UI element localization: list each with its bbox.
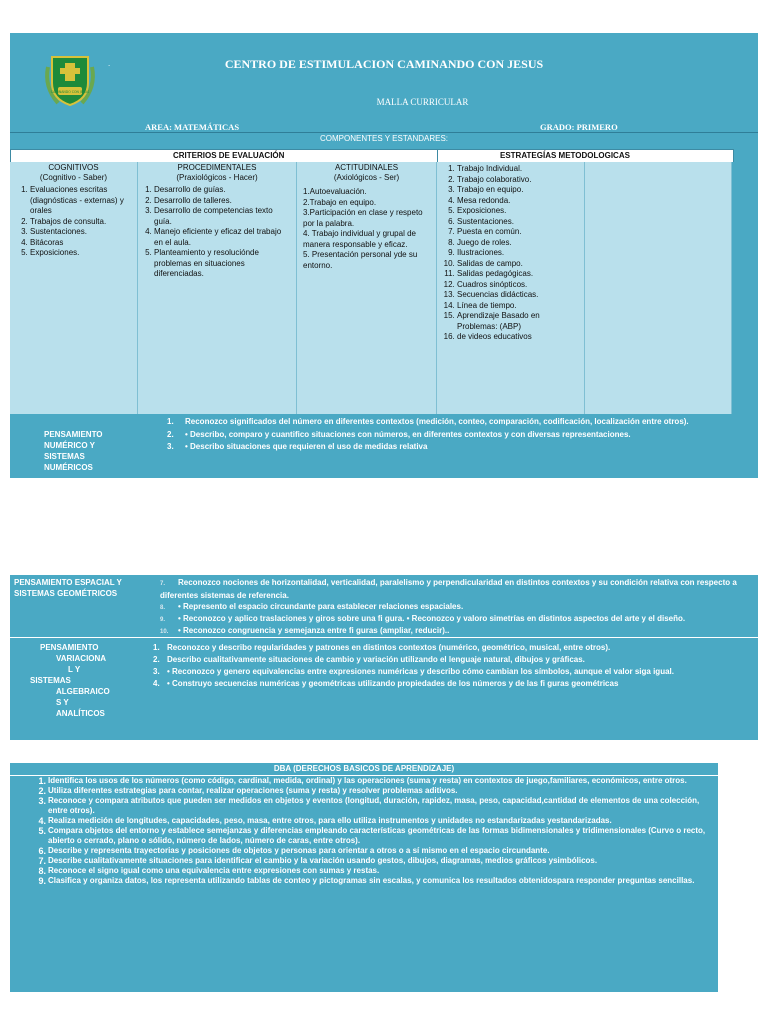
attitudinal-head-title: ACTITUDINALES [334,163,399,172]
dba-text: Describe cualitativamente situaciones para identificar el cambio y la variación usando gestos, dibujos, diagramas, medios gráficos ysimbólicos. [48,856,598,865]
label-line: VARIACIONA [56,654,107,663]
dba-number: 1. [38,776,46,786]
list-item: 3.Participación en clase y respeto por la palabra. [303,208,423,228]
statement-text: Reconozco significados del número en diferentes contextos (medición, conteo, comparación, codificación, localización entre otros). [185,417,689,426]
statement-number: 8. [160,605,166,611]
list-item: 1. Evaluaciones escritas (diagnósticas - externas) y orales [30,185,133,217]
list-item: 5. Planteamiento y resoluciónde problemas en situaciones diferenciadas. [154,248,292,280]
cognitive-column [10,162,138,414]
statement-number: 3. [167,442,174,451]
list-item: 16. de videos educativos [457,332,580,343]
list-item: 4. Trabajo individual y grupal de manera responsable y eficaz. [303,229,416,249]
strategies-empty-column [585,162,732,414]
list-item: 15. Aprendizaje Basado en Problemas: (ABP) [457,311,580,332]
label-line: SISTEMAS [30,676,71,685]
grade-label: GRADO: PRIMERO [540,122,618,132]
spatial-thinking-label: PENSAMIENTO ESPACIAL Y SISTEMAS GEOMÉTRICOS [14,578,122,598]
dba-item [36,786,706,796]
dba-text: Utiliza diferentes estrategias para contar, realizar operaciones (suma y resta) y resolver problemas aditivos. [48,786,458,795]
area-row [10,120,758,133]
list-item: 10. Salidas de campo. [457,259,580,270]
list-item: 9. Ilustraciones. [457,248,580,259]
dba-text: Describe y representa trayectorias y posiciones de objetos y personas para orientar a otros o a sí mismo en el espacio circundante. [48,846,550,855]
dba-item [36,876,706,886]
list-item: 5. Exposiciones. [30,248,133,259]
cognitive-head-title: COGNITIVOS [48,163,99,172]
list-item: 5. Presentación personal yde su entorno. [303,250,418,270]
statement-number: 4. [153,679,160,688]
list-item: 2. Desarrollo de talleres. [154,196,292,207]
dba-number: 6. [38,846,46,856]
numeric-statement [167,416,757,427]
dba-item [36,856,706,866]
area-label: AREA: MATEMÁTICAS [145,122,240,132]
statement-number: 1. [167,417,174,426]
attitudinal-column [297,162,437,414]
numeric-thinking-label: PENSAMIENTO NUMÉRICO Y SISTEMAS NUMÉRICOS [44,430,103,472]
dba-item [36,866,706,876]
list-item: 4. Manejo eficiente y eficaz del trabajo en el aula. [154,227,292,248]
list-item: 12. Cuadros sinópticos. [457,280,580,291]
curriculum-page-2 [10,575,758,740]
right-strip [732,162,758,414]
list-item: 3. Trabajo en equipo. [457,185,580,196]
variational-statement [153,666,753,677]
dba-number: 4. [38,816,46,826]
dba-number: 5. [38,826,46,836]
label-line: PENSAMIENTO [40,643,99,652]
dba-text: Reconoce el signo igual como una equivalencia entre expresiones con sumas y restas. [48,866,380,875]
list-item: 1.Autoevaluación. [303,187,367,196]
strategies-title: ESTRATEGÍAS METODOLOGICAS [500,151,630,160]
statement-number: 1. [153,643,160,652]
list-item: 3. Sustentaciones. [30,227,133,238]
dba-number: 3. [38,796,46,806]
statement-number: 2. [167,430,174,439]
dba-list [36,776,706,886]
numeric-statement [167,429,757,440]
dba-text: Clasifica y organiza datos, los representa utilizando tablas de conteo y pictogramas sin escalas, y comunica los resultados obtenidospara responder preguntas sencillas. [48,876,695,885]
criteria-divider [437,150,438,162]
list-item: 7. Puesta en común. [457,227,580,238]
list-item: 4. Mesa redonda. [457,196,580,207]
list-item: 4. Bitácoras [30,238,133,249]
dba-text: Reconoce y compara atributos que pueden ser medidos en objetos y eventos (longitud, duración, rapidez, masa, peso, capacidad,cantidad de elementos de una colección, entre otros). [48,796,700,815]
list-item: 2.Trabajo en equipo. [303,197,377,207]
statement-text: • Construyo secuencias numéricas y geométricas utilizando propiedades de los números y de las fi guras geométricas [167,679,619,688]
cognitive-head [10,163,137,183]
label-line: ANALÍTICOS [56,709,105,718]
criteria-title: CRITERIOS DE EVALUACIÓN [173,151,285,160]
variational-statement [153,642,753,653]
procedural-column [138,162,297,414]
curriculum-page-1 [10,33,758,478]
spatial-statement [160,577,750,601]
dba-text: Compara objetos del entorno y establece semejanzas y diferencias empleando características geométricas de las formas bidimensionales y tridimensionales (Curvo o recto, abierto o cerrado, plano o sólido, número de lados, número de caras, entre otros). [48,826,706,845]
list-item: 8. Juego de roles. [457,238,580,249]
attitudinal-head-sub: (Axiológicos - Ser) [333,173,400,182]
list-item: 1. Desarrollo de guías. [154,185,292,196]
list-item: 1. Trabajo Individual. [457,164,580,175]
cognitive-list [10,185,137,259]
statement-text: Reconozco y describo regularidades y patrones en distintos contextos (numérico, geométrico, musical, entre otros). [167,643,611,652]
procedural-head [138,163,296,183]
strategies-column [437,162,585,414]
label-line: L Y [68,665,81,674]
dba-number: 8. [38,866,46,876]
dba-item [36,826,706,846]
statement-number: 2. [153,655,160,664]
dba-item [36,776,706,786]
dba-item [36,796,706,816]
list-item: 14. Línea de tiempo. [457,301,580,312]
list-item: 2. Trabajos de consulta. [30,217,133,228]
dba-number: 9. [38,876,46,886]
procedural-head-sub: (Praxiológicos - Hacer) [176,173,258,182]
cognitive-head-sub: (Cognitivo - Saber) [39,173,108,182]
statement-text: • Reconozco congruencia y semejanza entre fi guras (ampliar, reducir).. [178,626,450,635]
strategies-list [437,164,584,343]
list-item: 3. Desarrollo de competencias texto guía. [154,206,292,227]
numeric-statement [167,441,757,452]
statement-text: • Describo situaciones que requieren el uso de medidas relativa [185,442,428,451]
attitudinal-head [297,163,436,183]
dba-text: Realiza medición de longitudes, capacidades, peso, masa, entre otros, para ello utiliza instrumentos y unidades no estandarizadas yestandarizadas. [48,816,612,825]
procedural-list [138,185,296,280]
list-item: 11. Salidas pedagógicas. [457,269,580,280]
statement-number: 9. [160,617,166,623]
criteria-header-row [10,149,734,163]
dba-text: Identifica los usos de los números (como código, cardinal, medida, ordinal) y las operaciones (suma y resta) en contextos de juego,familiares, económicos, entre otros. [48,776,687,785]
label-line: ALGEBRAICO [56,687,110,696]
dba-item [36,816,706,826]
statement-text: Reconozco nociones de horizontalidad, verticalidad, paralelismo y perpendicularidad en distintos contextos y su condición relativa con respecto a diferentes sistemas de referencia. [160,578,737,600]
dba-title: DBA (DERECHOS BASICOS DE APRENDIZAJE) [10,763,718,776]
dba-number: 7. [38,856,46,866]
statement-text: Describo cualitativamente situaciones de cambio y variación utilizando el lenguaje natural, dibujos y gráficas. [167,655,585,664]
variational-thinking-label [30,642,150,719]
label-line: S Y [56,698,69,707]
statement-number: 10. [160,629,169,635]
dot-mark: . [108,59,111,68]
dba-item [36,846,706,856]
procedural-head-title: PROCEDIMENTALES [177,163,257,172]
list-item: 13. Secuencias didácticas. [457,290,580,301]
list-item: 6. Sustentaciones. [457,217,580,228]
list-item: 5. Exposiciones. [457,206,580,217]
section-divider [10,637,758,638]
attitudinal-list [297,187,436,271]
statement-text: • Reconozco y aplico traslaciones y giros sobre una fi gura. • Reconozco y valoro simetrías en distintos aspectos del arte y el diseño. [178,614,686,623]
components-row: COMPONENTES Y ESTANDARES: [319,134,449,143]
document-subtitle: MALLA CURRICULAR [376,97,469,107]
svg-text:CAMINANDO CON JESUS: CAMINANDO CON JESUS [50,90,90,94]
variational-statement [153,678,753,689]
school-title: CENTRO DE ESTIMULACION CAMINANDO CON JESUS [224,57,544,71]
list-item: 2. Trabajo colaborativo. [457,175,580,186]
statement-text: • Reconozco y genero equivalencias entre expresiones numéricas y describo cómo cambian los símbolos, aunque el valor siga igual. [167,667,674,676]
statement-number: 7. [160,581,166,587]
variational-statement [153,654,753,665]
statement-text: • Describo, comparo y cuantifico situaciones con números, en diferentes contextos y con diversas representaciones. [185,430,631,439]
dba-section [10,763,718,992]
statement-text: • Represento el espacio circundante para establecer relaciones espaciales. [178,602,464,611]
statement-number: 3. [153,667,160,676]
dba-number: 2. [38,786,46,796]
